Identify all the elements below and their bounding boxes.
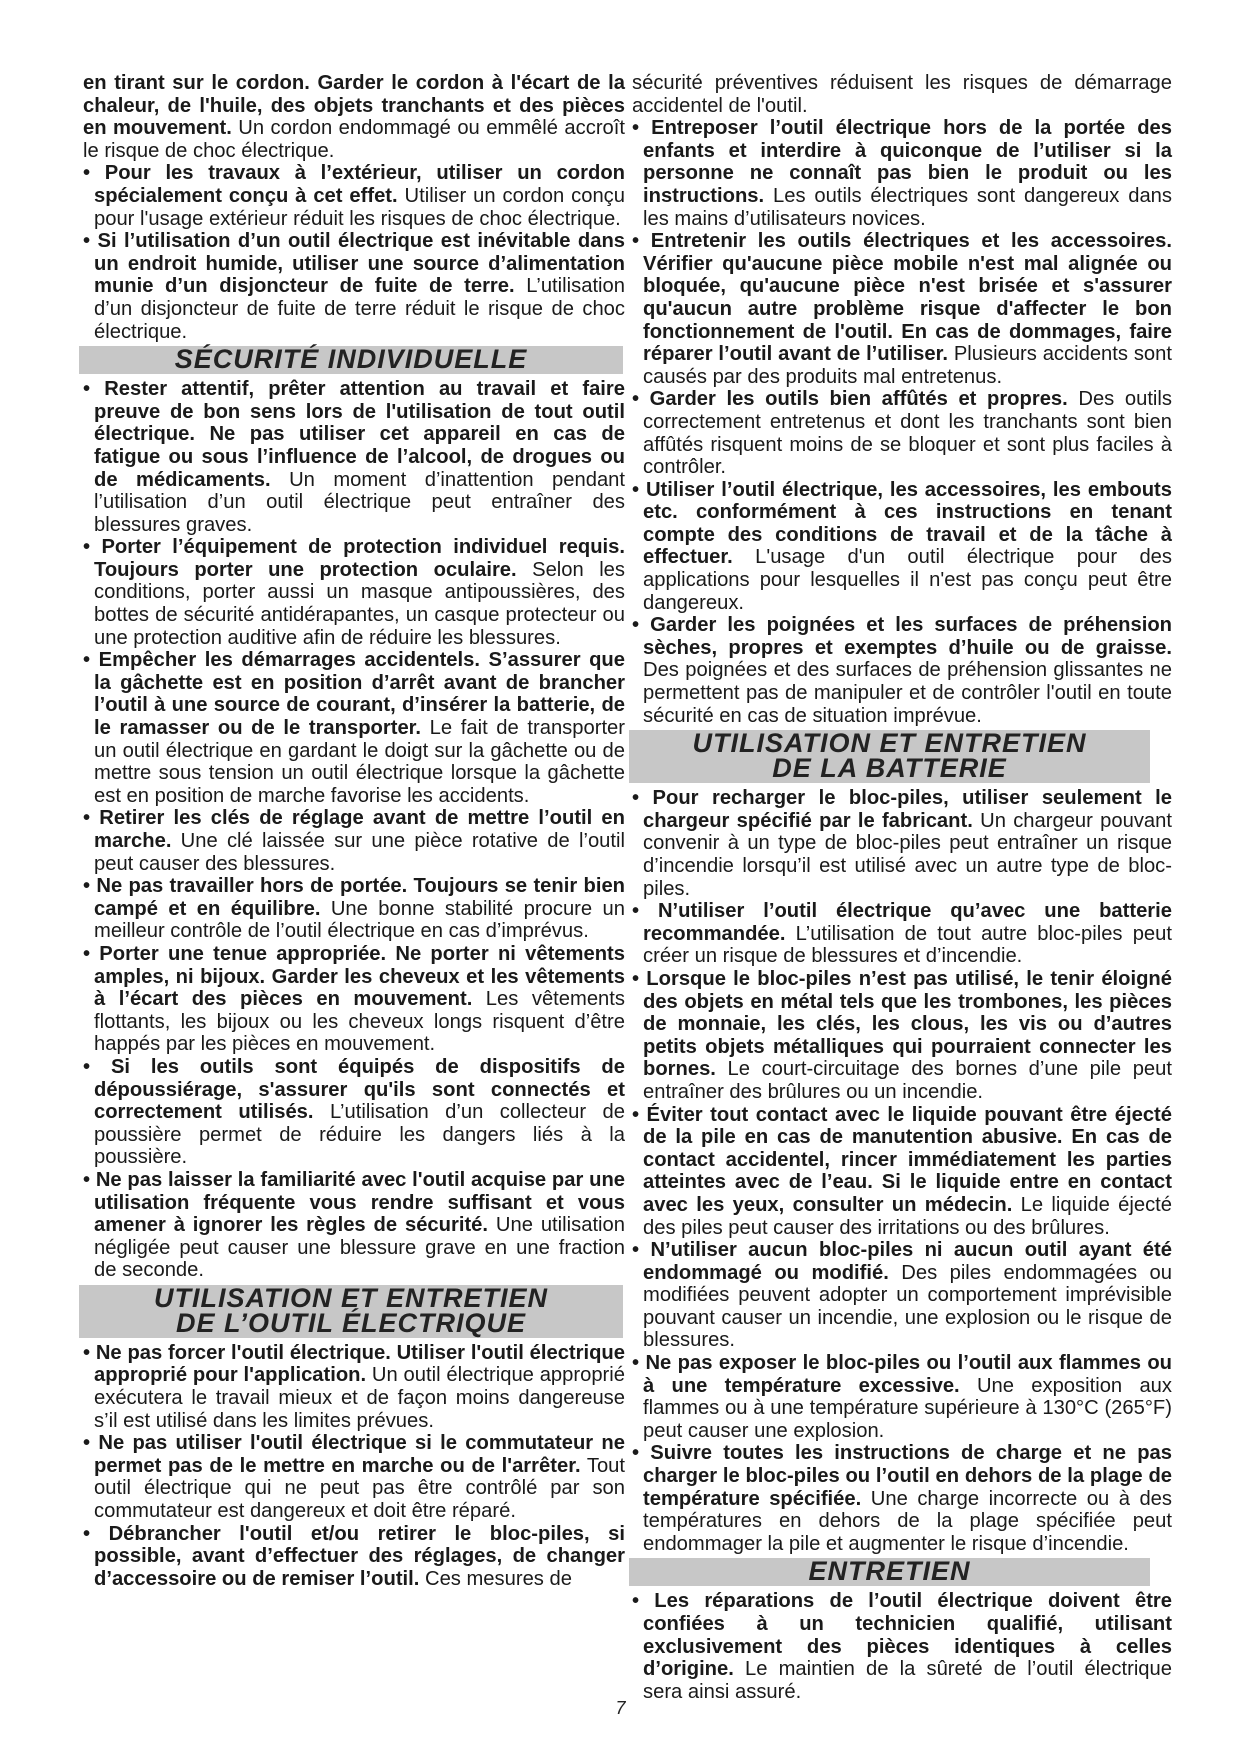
bold-lead: • Suivre toutes les instructions de charge et ne pas charger le bloc-piles ou l’outil en dehors de la plage de température spécifiée. <box>632 1442 1172 1510</box>
bold-lead: • Les réparations de l’outil électrique doivent être confiées à un technicien qualifié, utilisant exclusivement des pièces identiques à celles d’origine. <box>632 1590 1172 1681</box>
bold-lead: • N’utiliser aucun bloc-piles ni aucun outil ayant été endommagé ou modifié. <box>632 1239 1172 1284</box>
bullet-item <box>83 807 625 875</box>
bold-lead: • Entretenir les outils électriques et les accessoires. Vérifier qu'aucune pièce mobile n'est mal alignée ou bloquée, qu'aucune pièce n'est brisée et s'assurer qu'aucun autre problème risque d'affecter le bon fonctionnement de l'outil. En cas de dommages, faire réparer l’outil avant de l’utiliser. <box>632 230 1172 366</box>
bullet-item <box>632 479 1172 615</box>
bold-lead: • Pour les travaux à l’extérieur, utiliser un cordon spécialement conçu à cet effet. <box>83 162 625 207</box>
bullet-item <box>632 614 1172 727</box>
bullet-item <box>83 162 625 230</box>
bullet-item <box>632 1239 1172 1352</box>
bullet-item <box>632 1442 1172 1555</box>
body-text: Ces mesures de <box>419 1567 572 1590</box>
body-text: Des poignées et des surfaces de préhension glissantes ne permettent pas de manipuler et de contrôler l'outil en toute sécurité en cas de situation imprévue. <box>643 659 1172 727</box>
bold-lead: • Ne pas forcer l'outil électrique. Utiliser l'outil électrique approprié pour l'application. <box>83 1341 625 1387</box>
bullet-item <box>632 230 1172 388</box>
bullet-item <box>83 1056 625 1169</box>
heading-text: ENTRETIEN <box>808 1556 971 1587</box>
body-text: Une clé laissée sur une pièce rotative de l’outil peut causer des blessures. <box>94 830 625 875</box>
body-text: Plusieurs accidents sont causés par des produits mal entretenus. <box>643 343 1172 388</box>
body-text: L'usage d'un outil électrique pour des applications pour lesquelles il n'est pas conçu peut être dangereux. <box>643 546 1172 614</box>
bold-lead: • Lorsque le bloc-piles n’est pas utilisé, le tenir éloigné des objets en métal tels que les trombones, les pièces de monnaie, les clés, les clous, les vis ou d’autres petits objets métalliques qui pourraient connecter les bornes. <box>632 967 1172 1081</box>
bold-lead: • Porter l’équipement de protection individuel requis. Toujours porter une protection oculaire. <box>83 536 625 581</box>
body-text: Une bonne stabilité procure un meilleur contrôle de l’outil électrique en cas d’imprévus. <box>94 897 625 943</box>
paragraph <box>83 72 625 162</box>
bold-lead: • Si l’utilisation d’un outil électrique est inévitable dans un endroit humide, utiliser une source d’alimentation munie d’un disjoncteur de fuite de terre. <box>83 230 625 298</box>
bullet-item <box>632 1104 1172 1240</box>
bold-lead: • N’utiliser l’outil électrique qu’avec une batterie recommandée. <box>632 900 1172 945</box>
section-heading-service <box>629 1558 1150 1586</box>
bold-lead: • Pour recharger le bloc-piles, utiliser seulement le chargeur spécifié par le fabricant. <box>632 787 1172 832</box>
bullet-item <box>632 1590 1172 1703</box>
paragraph <box>632 72 1172 117</box>
body-text: Les outils électriques sont dangereux dans les mains d’utilisateurs novices. <box>643 184 1172 230</box>
body-text: Utiliser un cordon conçu pour l'usage extérieur réduit les risques de choc électrique. <box>94 184 626 230</box>
bold-lead: • Ne pas exposer le bloc-piles ou l’outil aux flammes ou à une température excessive. <box>632 1352 1172 1397</box>
bold-lead: • Porter une tenue appropriée. Ne porter ni vêtements amples, ni bijoux. Garder les cheveux et les vêtements à l’écart des pièces en mouvement. <box>83 942 625 1011</box>
bullet-item <box>83 536 625 649</box>
bullet-item <box>632 968 1172 1104</box>
bullet-item <box>83 1432 625 1522</box>
body-text: Le fait de transporter un outil électrique en gardant le doigt sur la gâchette ou de mettre sous tension un outil électrique lorsque la gâchette est en position de marche favorise les accidents. <box>94 717 626 807</box>
bold-lead: • Retirer les clés de réglage avant de mettre l’outil en marche. <box>83 807 625 852</box>
heading-line-1: UTILISATION ET ENTRETIEN <box>692 728 1087 759</box>
section-heading-tool-use <box>79 1282 623 1338</box>
bullet-item <box>632 787 1172 900</box>
body-text: Le court-circuitage des bornes d’une pile peut entraîner des brûlures ou un incendie. <box>643 1058 1172 1103</box>
bullet-item <box>83 378 625 536</box>
bold-lead: • Rester attentif, prêter attention au travail et faire preuve de bon sens lors de l'utilisation de tout outil électrique. Ne pas utiliser cet appareil en cas de fatigue ou sous l’influence de l’alcool, de drogues ou de médicaments. <box>83 378 625 491</box>
page-number: 7 <box>615 1698 626 1718</box>
body-text: Le maintien de la sûreté de l’outil électrique sera ainsi assuré. <box>643 1658 1172 1703</box>
bold-lead: en tirant sur le cordon. Garder le cordon à l'écart de la chaleur, de l'huile, des objets tranchants et des pièces en mouvement. <box>83 72 625 140</box>
bullet-item <box>83 1523 625 1591</box>
bold-lead: • Ne pas travailler hors de portée. Toujours se tenir bien campé et en équilibre. <box>83 875 625 920</box>
body-text: Un moment d’inattention pendant l’utilisation d’un outil électrique peut entraîner des blessures graves. <box>94 468 626 536</box>
bold-lead: • Entreposer l’outil électrique hors de la portée des enfants et interdire à quiconque de l’utiliser si la personne ne connaît pas bien le produit ou les instructions. <box>632 117 1172 207</box>
bullet-item <box>632 1352 1172 1442</box>
heading-line-2: DE L’OUTIL ÉLECTRIQUE <box>175 1307 526 1338</box>
heading-text: SÉCURITÉ INDIVIDUELLE <box>174 344 528 375</box>
body-text: Selon les conditions, porter aussi un masque antipoussières, des bottes de sécurité antidérapantes, un casque protecteur ou une protection auditive afin de réduire les blessures. <box>94 558 626 649</box>
body-text: L’utilisation d’un collecteur de poussière permet de réduire les dangers liés à la poussière. <box>94 1101 626 1169</box>
bold-lead: • Garder les outils bien affûtés et propres. <box>632 388 1068 411</box>
heading-line-2: DE LA BATTERIE <box>772 753 1007 784</box>
bullet-item <box>83 230 625 343</box>
bullet-item <box>83 943 625 1056</box>
body-text: sécurité préventives réduisent les risques de démarrage accidentel de l'outil. <box>632 72 1172 117</box>
bullet-item <box>632 388 1172 478</box>
right-column <box>632 72 1172 1703</box>
bold-lead: • Débrancher l'outil et/ou retirer le bloc-piles, si possible, avant d’effectuer des réglages, de changer d’accessoire ou de remiser l’outil. <box>83 1522 625 1590</box>
bullet-item <box>632 117 1172 230</box>
bullet-item <box>83 1169 625 1282</box>
bullet-item <box>83 1342 625 1432</box>
bullet-item <box>632 900 1172 968</box>
body-text: Un cordon endommagé ou emmêlé accroît le risque de choc électrique. <box>83 117 625 162</box>
left-column <box>83 72 625 1590</box>
bullet-item <box>83 649 625 807</box>
body-text: L’utilisation de tout autre bloc-piles peut créer un risque de blessures et d’incendie. <box>643 922 1172 968</box>
bullet-item <box>83 875 625 943</box>
body-text: Une utilisation négligée peut causer une blessure grave en une fraction de seconde. <box>94 1214 625 1282</box>
body-text: Des outils correctement entretenus et dont les tranchants sont bien affûtés risquent moins de se bloquer et sont plus faciles à contrôler. <box>643 388 1172 479</box>
body-text: Tout outil électrique qui ne peut pas être contrôlé par son commutateur est dangereux et doit être réparé. <box>94 1454 626 1523</box>
body-text: Le liquide éjecté des piles peut causer des irritations ou des brûlures. <box>643 1193 1173 1239</box>
body-text: Un outil électrique approprié exécutera le travail mieux et de façon moins dangereuse s’il est utilisé dans les limites prévues. <box>94 1364 625 1432</box>
section-heading-battery-use <box>629 730 1150 783</box>
body-text: L’utilisation d’un disjoncteur de fuite de terre réduit le risque de choc électrique. <box>94 275 625 343</box>
body-text: Les vêtements flottants, les bijoux ou les cheveux longs risquent d’être happés par les pièces en mouvement. <box>94 988 625 1056</box>
bold-lead: • Utiliser l’outil électrique, les accessoires, les embouts etc. conformément à ces instructions en tenant compte des conditions de travail et de la tâche à effectuer. <box>632 478 1172 569</box>
bold-lead: • Si les outils sont équipés de dispositifs de dépoussiérage, s'assurer qu'ils sont connectés et correctement utilisés. <box>83 1055 625 1124</box>
bold-lead: • Éviter tout contact avec le liquide pouvant être éjecté de la pile en cas de manutention abusive. En cas de contact accidentel, rincer immédiatement les parties atteintes avec de l’eau. Si le liquide entre en contact avec les yeux, consulter un médecin. <box>632 1103 1172 1216</box>
bold-lead: • Ne pas utiliser l'outil électrique si le commutateur ne permet pas de le mettre en marche ou de l'arrêter. <box>83 1432 625 1477</box>
section-heading-personal-safety <box>79 346 623 374</box>
body-text: Une charge incorrecte ou à des températures en dehors de la plage spécifiée peut endommager la pile et augmenter le risque d’incendie. <box>643 1487 1173 1555</box>
bold-lead: • Empêcher les démarrages accidentels. S’assurer que la gâchette est en position d’arrêt avant de brancher l’outil à une source de courant, d’insérer la batterie, de le ramasser ou de le transporter. <box>83 649 625 740</box>
bold-lead: • Garder les poignées et les surfaces de préhension sèches, propres et exemptes d’huile ou de graisse. <box>632 614 1172 659</box>
heading-line-1: UTILISATION ET ENTRETIEN <box>154 1282 548 1313</box>
body-text: Un chargeur pouvant convenir à un type de bloc-piles peut entraîner un risque d’incendie lorsqu’il est utilisé avec un autre type de bloc-piles. <box>643 809 1172 900</box>
body-text: Une exposition aux flammes ou à une température supérieure à 130°C (265°F) peut causer une explosion. <box>643 1374 1172 1442</box>
bold-lead: • Ne pas laisser la familiarité avec l'outil acquise par une utilisation fréquente vous rendre suffisant et vous amener à ignorer les règles de sécurité. <box>83 1168 625 1237</box>
body-text: Des piles endommagées ou modifiées peuvent adopter un comportement imprévisible pouvant causer un incendie, une explosion ou le risque de blessures. <box>643 1261 1172 1352</box>
